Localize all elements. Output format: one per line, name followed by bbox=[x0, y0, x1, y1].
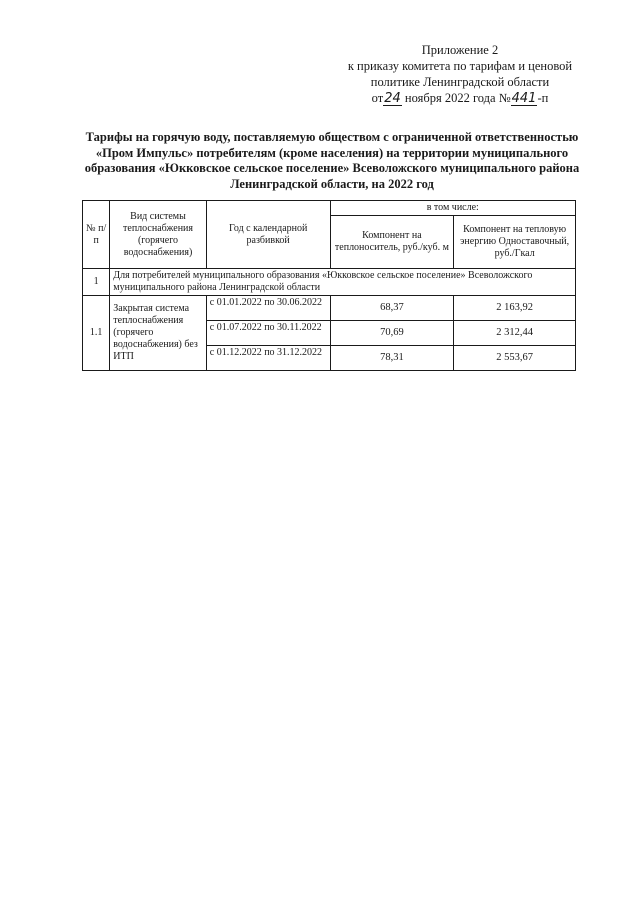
appendix-block bbox=[340, 42, 580, 106]
appendix-order-ref: к приказу комитета по тарифам и ценовой bbox=[347, 59, 573, 73]
table-header-row bbox=[83, 201, 576, 216]
title-line-2: «Пром Импульс» потребителям (кроме населения) на территории муниципального bbox=[95, 145, 569, 160]
carrier-3: 78,31 bbox=[330, 346, 454, 371]
carrier-2: 70,69 bbox=[330, 321, 454, 346]
table-row bbox=[83, 296, 576, 321]
header-system: Вид системы теплоснабжения (горячего водоснабжения) bbox=[110, 201, 207, 269]
title-line-3: образования «Юкковское сельское поселение» Всеволожского муниципального района bbox=[84, 161, 580, 175]
period-2: с 01.07.2022 по 30.11.2022 bbox=[206, 321, 330, 346]
document-title bbox=[82, 130, 582, 192]
handwritten-day: 24 bbox=[384, 91, 401, 106]
header-num: № п/п bbox=[83, 201, 110, 269]
energy-3: 2 553,67 bbox=[454, 346, 576, 371]
appendix-date-line bbox=[340, 90, 580, 106]
section-num: 1 bbox=[83, 269, 110, 296]
header-energy: Компонент на тепловую энергию Одноставочный, руб./Гкал bbox=[454, 216, 576, 269]
title-line-1: Тарифы на горячую воду, поставляемую обществом с ограниченной ответственностью bbox=[85, 130, 579, 144]
period-1: с 01.01.2022 по 30.06.2022 bbox=[206, 296, 330, 321]
date-prefix: от bbox=[371, 91, 384, 105]
period-3: с 01.12.2022 по 31.12.2022 bbox=[206, 346, 330, 371]
carrier-1: 68,37 bbox=[330, 296, 454, 321]
order-suffix: -п bbox=[537, 91, 549, 105]
row-system: Закрытая система теплоснабжения (горячего водоснабжения) без ИТП bbox=[110, 296, 207, 371]
header-carrier: Компонент на теплоноситель, руб./куб. м bbox=[330, 216, 454, 269]
handwritten-order-number: 441 bbox=[511, 91, 537, 106]
header-period: Год с календарной разбивкой bbox=[206, 201, 330, 269]
section-text: Для потребителей муниципального образования «Юкковское сельское поселение» Всеволожского муниципального района Ленинградской области bbox=[110, 269, 576, 296]
title-line-4: Ленинградской области, на 2022 год bbox=[230, 176, 434, 191]
appendix-committee: политике Ленинградской области bbox=[370, 75, 550, 89]
header-including: в том числе: bbox=[330, 201, 575, 216]
date-rest: ноября 2022 года № bbox=[404, 91, 511, 105]
table-section-row bbox=[83, 269, 576, 296]
energy-2: 2 312,44 bbox=[454, 321, 576, 346]
energy-1: 2 163,92 bbox=[454, 296, 576, 321]
appendix-title: Приложение 2 bbox=[421, 43, 499, 57]
row-num: 1.1 bbox=[83, 296, 110, 371]
tariff-table bbox=[82, 200, 576, 371]
